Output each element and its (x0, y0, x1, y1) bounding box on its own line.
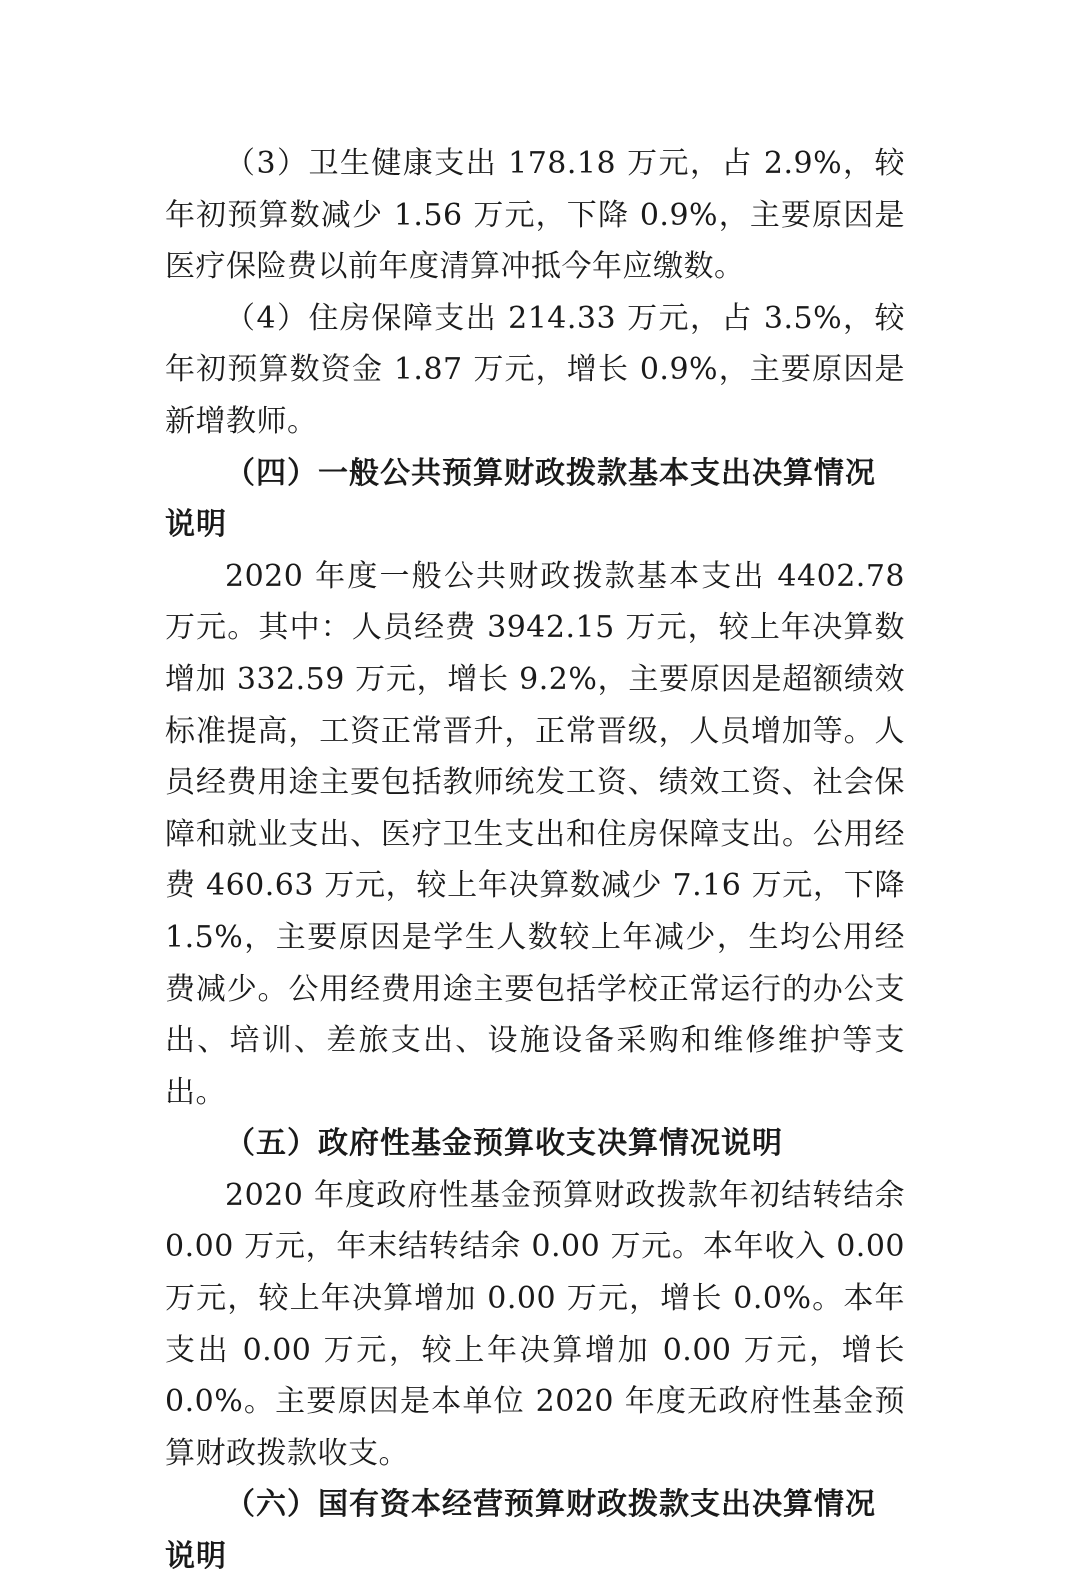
paragraph-government-fund: 2020 年度政府性基金预算财政拨款年初结转结余 0.00 万元，年末结转结余 0.00 万元。本年收入 0.00 万元，较上年决算增加 0.00 万元，增长 0.0%。本年支出 0.00 万元，较上年决算增加 0.00 万元，增长 0.0%。主要原因是本单位 2020 年度无政府性基金预算财政拨款收支。 (165, 1177, 905, 1471)
paragraph-basic-expenditure: 2020 年度一般公共财政拨款基本支出 4402.78 万元。其中：人员经费 3942.15 万元，较上年决算数增加 332.59 万元，增长 9.2%，主要原因是超额绩效标准提高，工资正常晋升，正常晋级，人员增加等。人员经费用途主要包括教师统发工资、绩效工资、社会保障和就业支出、医疗卫生支出和住房保障支出。公用经费 460.63 万元，较上年决算数减少 7.16 万元，下降 1.5%，主要原因是学生人数较上年减少，生均公用经费减少。公用经费用途主要包括学校正常运行的办公支出、培训、差旅支出、设施设备采购和维修维护等支出。 (165, 558, 905, 1110)
heading-section-5: （五）政府性基金预算收支决算情况说明 (225, 1126, 783, 1162)
heading-section-6: （六）国有资本经营预算财政拨款支出决算情况说明 (165, 1487, 876, 1575)
paragraph-housing-expenditure: （4）住房保障支出 214.33 万元，占 3.5%，较年初预算数资金 1.87 万元，增长 0.9%，主要原因是新增教师。 (165, 300, 905, 439)
document-body (165, 138, 905, 1583)
paragraph-health-expenditure: （3）卫生健康支出 178.18 万元，占 2.9%，较年初预算数减少 1.56 万元，下降 0.9%，主要原因是医疗保险费以前年度清算冲抵今年应缴数。 (165, 146, 905, 285)
heading-section-4: （四）一般公共预算财政拨款基本支出决算情况说明 (165, 455, 876, 543)
